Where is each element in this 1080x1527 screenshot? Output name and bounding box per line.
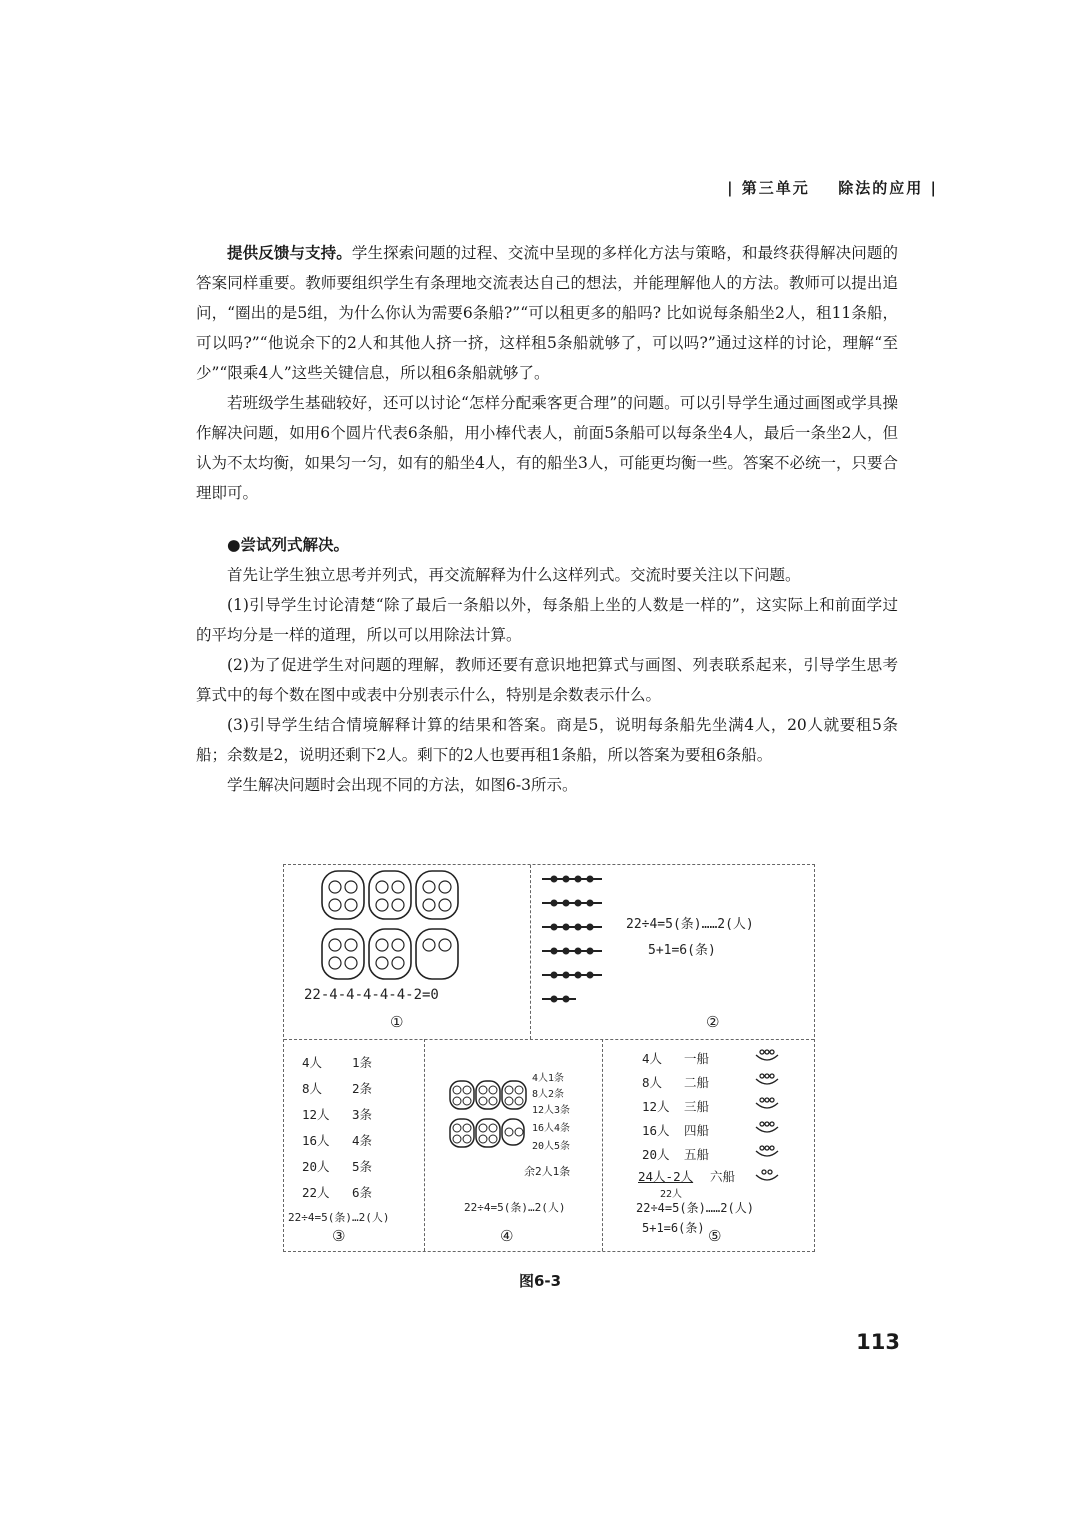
list-item: 16人4条 [532,1123,571,1134]
list-item: 余2人1条 [524,1165,571,1178]
method-5-equation-1: 22÷4=5(条)……2(人) [636,1201,754,1215]
header-unit: 第三单元 [741,179,810,197]
list-item: 6条 [352,1185,373,1200]
list-item: 20人 [642,1147,670,1162]
section-heading: ●尝试列式解决。 [227,535,350,554]
method-1-cell [284,865,530,1039]
figure-caption: 图6-3 [518,1272,562,1290]
list-item: 8人2条 [532,1089,565,1100]
method-5-cell [602,1039,814,1251]
header-bar-left: | [727,179,735,197]
list-item: 22人 [660,1189,683,1200]
list-item: 22人 [302,1185,330,1200]
method-3-equation: 22÷4=5(条)…2(人) [288,1211,390,1224]
method-2-cell [530,865,814,1039]
paragraph-point-2: (2)为了促进学生对问题的理解，教师还要有意识地把算式与画图、列表联系起来，引导学生思考算式中的每个数在图中或表中分别表示什么，特别是余数表示什么。 [196,656,898,704]
list-item: 20人5条 [532,1141,571,1152]
paragraph-figure-ref: 学生解决问题时会出现不同的方法，如图6-3所示。 [227,776,578,794]
figure-6-3 [283,864,815,1252]
list-item: 12人3条 [532,1105,571,1116]
list-item: 5条 [352,1159,373,1174]
header-bar-right: | [930,179,938,197]
method-2-equation-1: 22÷4=5(条)……2(人) [626,917,754,932]
list-item: 4人 [302,1055,323,1070]
method-4-cell [424,1039,602,1251]
paragraph-lead: 提供反馈与支持。 [227,243,352,262]
list-item: 一船 [684,1051,710,1066]
list-item: 12人 [642,1099,670,1114]
method-3-number: ③ [332,1227,346,1245]
list-item: 1条 [352,1055,373,1070]
list-item: 4人 [642,1051,663,1066]
paragraph-distribution: 若班级学生基础较好，还可以讨论“怎样分配乘客更合理”的问题。可以引导学生通过画图或学具操作解决问题，如用6个圆片代表6条船，用小棒代表人，前面5条船可以每条坐4人，最后一条坐2人，但认为不太均衡，如果匀一匀，如有的船坐4人，有的船坐3人，可能更均衡一些。答案不必统一，只要合理即可。 [196,394,898,502]
list-item: 四船 [684,1123,710,1138]
boat-icons [752,1045,782,1185]
list-item: 20人 [302,1159,330,1174]
list-item: 3条 [352,1107,373,1122]
running-header [727,177,938,198]
list-item: 24人-2人 [638,1169,694,1184]
main-text [196,238,898,800]
paragraph-intro: 首先让学生独立思考并列式，再交流解释为什么这样列式。交流时要关注以下问题。 [227,566,801,584]
list-item: 8人 [302,1081,323,1096]
list-item: 16人 [302,1133,330,1148]
list-item: 4条 [352,1133,373,1148]
list-item: 二船 [684,1075,710,1090]
list-item: 三船 [684,1099,710,1114]
page-number: 113 [856,1330,900,1354]
method-1-equation: 22-4-4-4-4-4-2=0 [304,987,439,1003]
method-5-equation-2: 5+1=6(条) [642,1221,705,1235]
method-5-number: ⑤ [708,1227,722,1245]
method-1-number: ① [390,1013,404,1031]
stick-drawing [540,871,630,1011]
list-item: 8人 [642,1075,663,1090]
grouped-circles-drawing [448,1079,538,1159]
method-3-cell [284,1039,424,1251]
list-item: 2条 [352,1081,373,1096]
paragraph-point-3: (3)引导学生结合情境解释计算的结果和答案。商是5，说明每条船先坐满4人，20人就要租5条船；余数是2，说明还剩下2人。剩下的2人也要再租1条船，所以答案为要租6条船。 [196,716,898,764]
list-item: 12人 [302,1107,330,1122]
paragraph-point-1: (1)引导学生讨论清楚“除了最后一条船以外，每条船上坐的人数是一样的”，这实际上和前面学过的平均分是一样的道理，所以可以用除法计算。 [196,596,898,644]
paragraph-feedback [196,238,898,388]
method-4-number: ④ [500,1227,514,1245]
list-item: 4人1条 [532,1073,565,1084]
method-2-equation-2: 5+1=6(条) [648,943,716,958]
list-item: 五船 [684,1147,710,1162]
header-topic: 除法的应用 [838,179,924,197]
method-2-number: ② [706,1013,720,1031]
method-4-equation: 22÷4=5(条)…2(人) [464,1201,566,1214]
paragraph-feedback-body: 学生探索问题的过程、交流中呈现的多样化方法与策略，和最终获得解决问题的答案同样重要。教师要组织学生有条理地交流表达自己的想法，并能理解他人的方法。教师可以提出追问，“圈出的是5组，为什么你认为需要6条船?”“可以租更多的船吗? 比如说每条船坐2人，租11条船，可以吗?”“他说余下的2人和其他人挤一挤，这样租5条船就够了，可以吗?”通过这样的讨论，理解“至少”“限乘4人”这些关键信息，所以租6条船就够了。 [196,244,898,382]
list-item: 16人 [642,1123,670,1138]
list-item: 六船 [710,1169,736,1184]
